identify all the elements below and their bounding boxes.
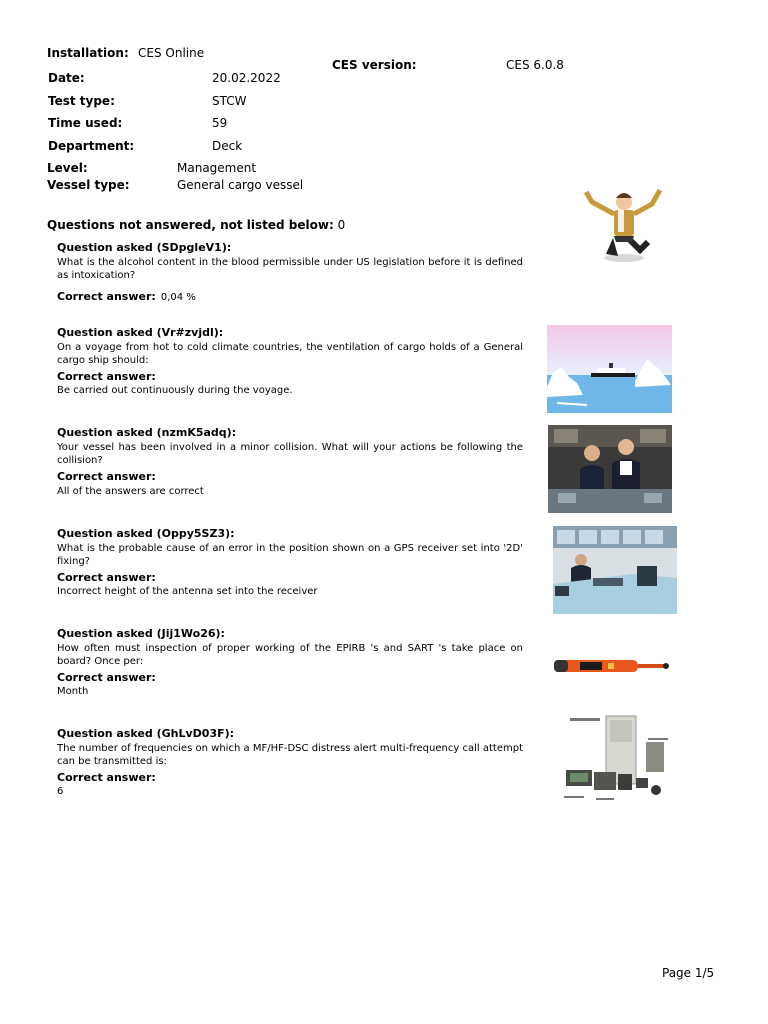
test-type-label: Test type: [48, 94, 115, 108]
department-value: Deck [212, 139, 243, 153]
question-4-head: Question asked (Oppy5SZ3): [57, 527, 235, 540]
question-5-answer-label: Correct answer: [57, 671, 156, 684]
epirb-device-photo [550, 652, 672, 680]
question-6-answer: 6 [57, 786, 64, 797]
ces-version-value: CES 6.0.8 [506, 58, 564, 72]
question-4-answer: Incorrect height of the antenna set into the receiver [57, 586, 318, 597]
question-6-answer-label: Correct answer: [57, 771, 156, 784]
bridge-officers-photo [548, 425, 672, 513]
question-3-head: Question asked (nzmK5adq): [57, 426, 237, 439]
question-6-text: The number of frequencies on which a MF/HF-DSC distress alert multi-frequency call attempt can be transmitted is: [57, 743, 523, 767]
date-label: Date: [48, 71, 85, 85]
question-2-head: Question asked (Vr#zvjdl): [57, 326, 224, 339]
question-3-answer: All of the answers are correct [57, 486, 204, 497]
page-number: Page 1/5 [662, 966, 715, 980]
installation-value: CES Online [138, 46, 205, 60]
vessel-type-value: General cargo vessel [177, 178, 304, 192]
time-used-value: 59 [212, 116, 228, 130]
question-1-head: Question asked (SDpgleV1): [57, 241, 232, 254]
vessel-type-label: Vessel type: [47, 178, 130, 192]
iceberg-ship-illustration [547, 325, 672, 413]
time-used-label: Time used: [48, 116, 123, 130]
question-5-text: How often must inspection of proper working of the EPIRB 's and SART 's take place on board? Once per: [57, 643, 523, 667]
question-4-text: What is the probable cause of an error in the position shown on a GPS receiver set into '2D' fixing? [57, 543, 523, 567]
test-type-value: STCW [212, 94, 247, 108]
ship-bridge-photo [553, 526, 677, 614]
not-answered-line [47, 218, 345, 232]
question-1-text: What is the alcohol content in the blood permissible under US legislation before it is defined as intoxication? [57, 257, 523, 281]
not-answered-count: 0 [337, 218, 346, 232]
department-label: Department: [48, 139, 135, 153]
question-2-answer: Be carried out continuously during the voyage. [57, 385, 293, 396]
question-6-head: Question asked (GhLvD03F): [57, 727, 235, 740]
question-1-answer-label: Correct answer: [57, 290, 156, 303]
level-value: Management [177, 161, 257, 175]
question-2-answer-label: Correct answer: [57, 370, 156, 383]
question-3-text: Your vessel has been involved in a minor collision. What will your actions be following the collision? [57, 442, 523, 466]
question-3-answer-label: Correct answer: [57, 470, 156, 483]
question-1-answer: 0,04 % [160, 292, 196, 303]
question-4-answer-label: Correct answer: [57, 571, 156, 584]
question-5-head: Question asked (Jij1Wo26): [57, 627, 225, 640]
ces-version-label: CES version: [332, 58, 417, 72]
radio-equipment-photo [556, 712, 684, 808]
question-2-text: On a voyage from hot to cold climate countries, the ventilation of cargo holds of a General cargo ship should: [57, 342, 523, 366]
level-label: Level: [47, 161, 88, 175]
dancing-man-illustration [578, 180, 670, 264]
question-1-answer-line [57, 285, 196, 304]
question-5-answer: Month [57, 686, 89, 697]
installation-label: Installation: [47, 46, 129, 60]
not-answered-label: Questions not answered, not listed below: [47, 218, 334, 232]
date-value: 20.02.2022 [212, 71, 281, 85]
